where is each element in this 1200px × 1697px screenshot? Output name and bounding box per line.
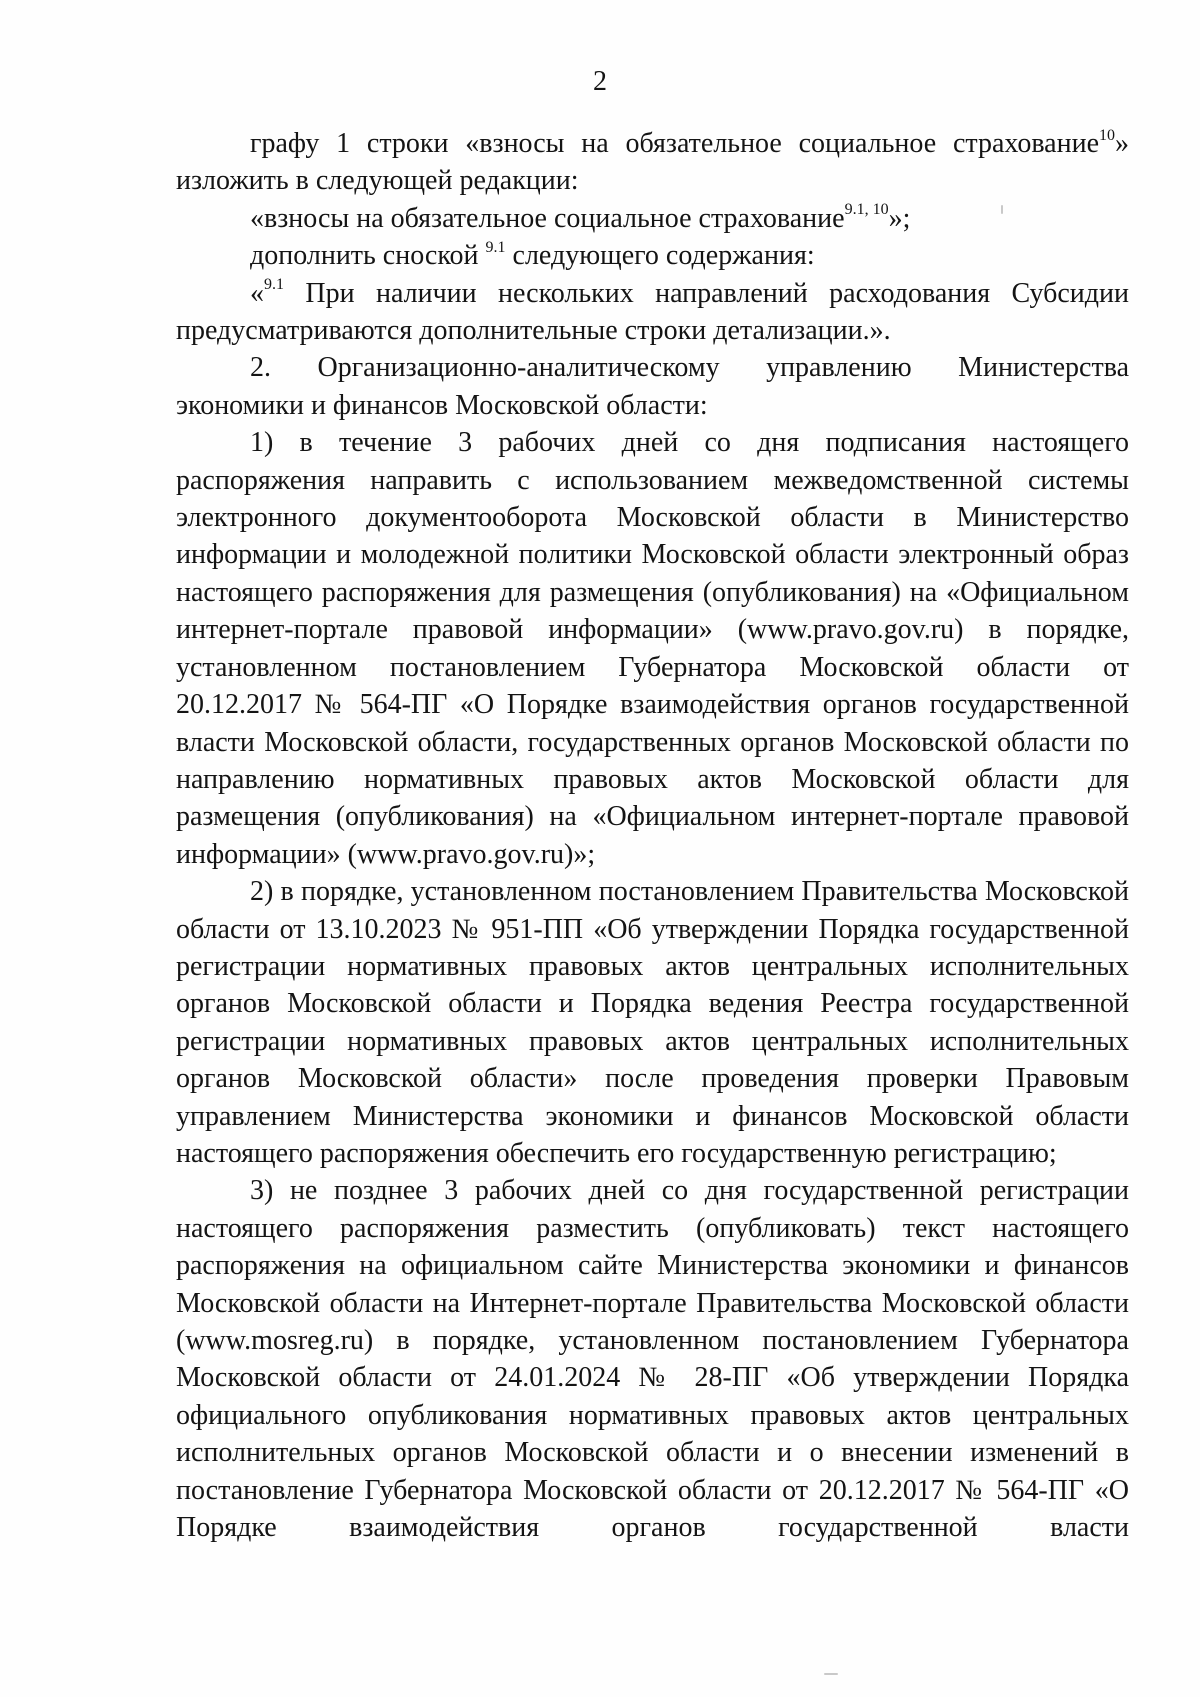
paragraph-add-footnote xyxy=(176,237,1129,274)
paragraph-footnote-text xyxy=(176,275,1129,350)
footnote-ref: 9.1, 10 xyxy=(844,201,889,219)
paragraph-subitem-2: 2) в порядке, установленном постановлением Правительства Московской области от 13.10.2023 № 951-ПП «Об утверждении Порядка государственной регистрации нормативных правовых актов центральных исполнительных органов Московской области и Порядка ведения Реестра государственной регистрации нормативных правовых актов центральных исполнительных органов Московской области» после проведения проверки Правовым управлением Министерства экономики и финансов Московской области настоящего распоряжения обеспечить его государственную регистрацию; xyxy=(176,876,1129,1169)
scan-mark xyxy=(824,1673,838,1675)
paragraph-subitem-3: 3) не позднее 3 рабочих дней со дня государственной регистрации настоящего распоряжения разместить (опубликовать) текст настоящего распоряжения на официальном сайте Министерства экономики и финансов Московской области на Интернет-портале Правительства Московской области (www.mosreg.ru) в порядке, установленном постановлением Губернатора Московской области от 24.01.2024 № 28-ПГ «Об утверждении Порядка официального опубликования нормативных правовых актов центральных исполнительных органов Московской области и о внесении изменений в постановление Губернатора Московской области от 20.12.2017 № 564-ПГ «О Порядке взаимодействия органов государственной власти xyxy=(176,1175,1129,1544)
paragraph-text: » изложить в следующей редакции: xyxy=(176,128,1129,197)
paragraph-text: дополнить сноской xyxy=(250,240,486,272)
scan-mark xyxy=(1001,205,1003,214)
footnote-ref: 10 xyxy=(1099,126,1115,144)
paragraph-text: графу 1 строки «взносы на обязательное социальное страхование xyxy=(250,128,1099,159)
paragraph-new-wording xyxy=(176,200,1129,237)
paragraph-text: «взносы на обязательное социальное страхование xyxy=(250,202,845,234)
footnote-ref: 9.1 xyxy=(485,238,506,256)
paragraph-column-1-wording xyxy=(176,125,1129,200)
document-body xyxy=(176,125,1129,1546)
paragraph-item-2: 2. Организационно-аналитическому управлению Министерства экономики и финансов Московской области: xyxy=(176,352,1129,421)
paragraph-text: следующего содержания: xyxy=(505,240,815,272)
footnote-ref: 9.1 xyxy=(264,276,284,294)
paragraph-subitem-1: 1) в течение 3 рабочих дней со дня подписания настоящего распоряжения направить с использованием межведомственной системы электронного документооборота Московской области в Министерство информации и молодежной политики Московской области электронный образ настоящего распоряжения для размещения (опубликования) на «Официальном интернет-портале правовой информации» (www.pravo.gov.ru) в порядке, установленном постановлением Губернатора Московской области от 20.12.2017 № 564-ПГ «О Порядке взаимодействия органов государственной власти Московской области, государственных органов Московской области по направлению нормативных правовых актов Московской области для размещения (опубликования) на «Официальном интернет-портале правовой информации» (www.pravo.gov.ru)»; xyxy=(176,427,1129,870)
paragraph-text: При наличии нескольких направлений расходования Субсидии предусматриваются дополнительные строки детализации.». xyxy=(176,277,1129,347)
paragraph-text: « xyxy=(250,277,264,309)
paragraph-text: »; xyxy=(888,202,911,234)
page-number: 2 xyxy=(593,66,607,97)
